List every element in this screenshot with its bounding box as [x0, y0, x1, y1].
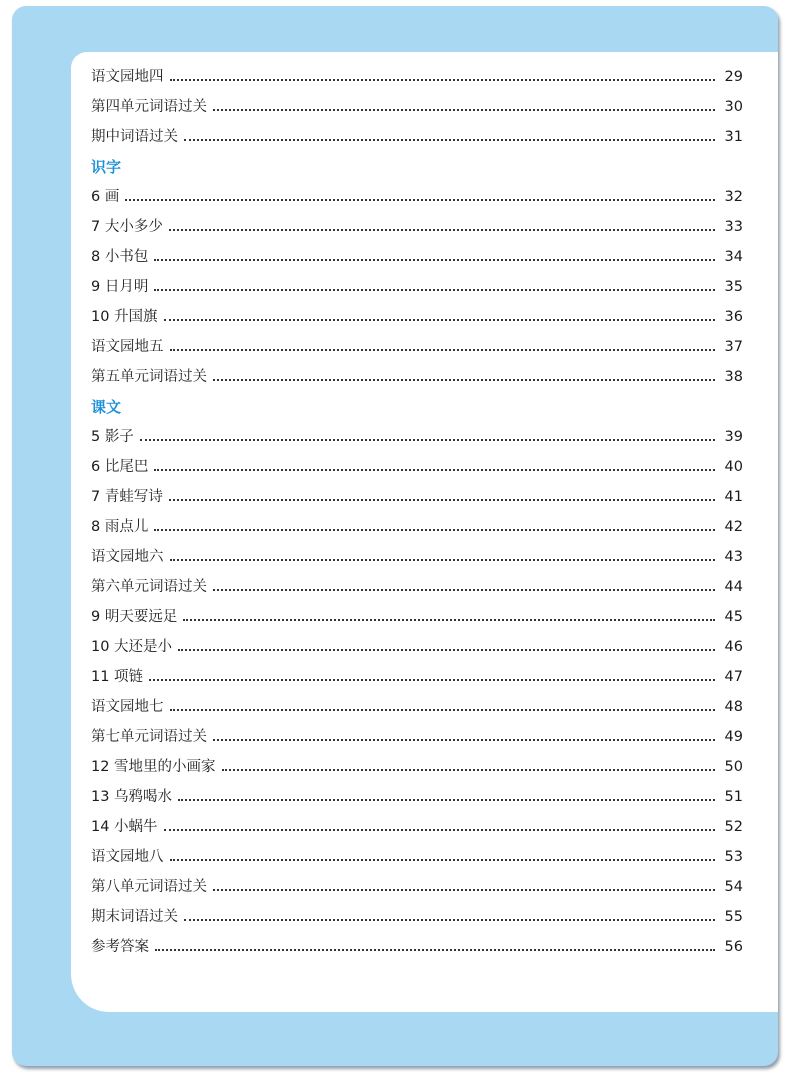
toc-entry[interactable] — [91, 117, 743, 147]
dot-leader — [169, 229, 715, 231]
toc-entry-page-number: 42 — [724, 519, 743, 535]
toc-entry-page-number: 40 — [724, 459, 743, 475]
dot-leader — [164, 829, 715, 831]
toc-entry-title: 7 大小多少 — [91, 219, 163, 235]
dot-leader — [213, 739, 715, 741]
dot-leader — [154, 289, 715, 291]
toc-entry-title: 语文园地六 — [91, 549, 164, 565]
toc-entry[interactable] — [91, 777, 743, 807]
toc-entry[interactable] — [91, 747, 743, 777]
toc-entry[interactable] — [91, 597, 743, 627]
dot-leader — [184, 139, 715, 141]
dot-leader — [213, 889, 715, 891]
toc-entry-title: 5 影子 — [91, 429, 134, 445]
toc-entry-title: 8 雨点儿 — [91, 519, 149, 535]
toc-entry[interactable] — [91, 87, 743, 117]
toc-entry[interactable] — [91, 207, 743, 237]
toc-entry-page-number: 47 — [724, 669, 743, 685]
toc-entry-page-number: 44 — [724, 579, 743, 595]
toc-entry-page-number: 34 — [724, 249, 743, 265]
toc-entry-title: 14 小蜗牛 — [91, 819, 158, 835]
toc-entry[interactable] — [91, 477, 743, 507]
toc-entry[interactable] — [91, 327, 743, 357]
toc-entry-page-number: 36 — [724, 309, 743, 325]
toc-entry-page-number: 54 — [724, 879, 743, 895]
dot-leader — [149, 679, 715, 681]
toc-entry[interactable] — [91, 297, 743, 327]
toc-entry-title: 9 日月明 — [91, 279, 149, 295]
toc-entry[interactable] — [91, 837, 743, 867]
toc-entry-title: 第四单元词语过关 — [91, 99, 207, 115]
toc-entry-title: 10 大还是小 — [91, 639, 173, 655]
toc-entry-page-number: 46 — [724, 639, 743, 655]
toc-entry[interactable] — [91, 507, 743, 537]
dot-leader — [178, 799, 715, 801]
dot-leader — [140, 439, 715, 441]
dot-leader — [170, 859, 716, 861]
toc-entry-title: 13 乌鸦喝水 — [91, 789, 173, 805]
dot-leader — [213, 109, 715, 111]
toc-entry-title: 11 项链 — [91, 669, 144, 685]
dot-leader — [155, 949, 715, 951]
toc-entry-title: 第五单元词语过关 — [91, 369, 207, 385]
toc-entry[interactable] — [91, 927, 743, 957]
toc-entry-page-number: 45 — [724, 609, 743, 625]
toc-entry-title: 8 小书包 — [91, 249, 149, 265]
dot-leader — [125, 199, 715, 201]
toc-entry-page-number: 38 — [724, 369, 743, 385]
toc-entry-page-number: 53 — [724, 849, 743, 865]
toc-entry-page-number: 56 — [724, 939, 743, 955]
toc-entry-page-number: 55 — [724, 909, 743, 925]
dot-leader — [154, 259, 715, 261]
toc-entry[interactable] — [91, 267, 743, 297]
toc-entry-page-number: 39 — [724, 429, 743, 445]
dot-leader — [170, 709, 716, 711]
section-heading — [91, 147, 743, 177]
toc-entry-page-number: 30 — [724, 99, 743, 115]
toc-entry-page-number: 32 — [724, 189, 743, 205]
toc-entry-page-number: 29 — [724, 69, 743, 85]
toc-entry[interactable] — [91, 57, 743, 87]
toc-entry-page-number: 35 — [724, 279, 743, 295]
toc-entry-title: 第七单元词语过关 — [91, 729, 207, 745]
toc-entry[interactable] — [91, 717, 743, 747]
toc-entry-title: 12 雪地里的小画家 — [91, 759, 216, 775]
dot-leader — [170, 349, 716, 351]
toc-entry[interactable] — [91, 627, 743, 657]
dot-leader — [154, 469, 715, 471]
toc-entry[interactable] — [91, 657, 743, 687]
dot-leader — [184, 919, 715, 921]
toc-entry-page-number: 33 — [724, 219, 743, 235]
dot-leader — [178, 649, 715, 651]
toc-entry[interactable] — [91, 417, 743, 447]
section-heading — [91, 387, 743, 417]
toc-entry-title: 语文园地八 — [91, 849, 164, 865]
toc-entry[interactable] — [91, 867, 743, 897]
toc-entry[interactable] — [91, 897, 743, 927]
toc-entry-title: 语文园地五 — [91, 339, 164, 355]
toc-entry-title: 参考答案 — [91, 939, 149, 955]
dot-leader — [213, 589, 715, 591]
dot-leader — [222, 769, 715, 771]
toc-entry-title: 第六单元词语过关 — [91, 579, 207, 595]
toc-entry-title: 期末词语过关 — [91, 909, 178, 925]
toc-entry-page-number: 43 — [724, 549, 743, 565]
section-heading-label: 识字 — [91, 158, 122, 176]
toc-entry-page-number: 50 — [724, 759, 743, 775]
dot-leader — [169, 499, 715, 501]
dot-leader — [164, 319, 715, 321]
toc-entry[interactable] — [91, 177, 743, 207]
toc-entry-page-number: 41 — [724, 489, 743, 505]
toc-entry-title: 语文园地四 — [91, 69, 164, 85]
toc-entry-page-number: 48 — [724, 699, 743, 715]
toc-entry-title: 7 青蛙写诗 — [91, 489, 163, 505]
dot-leader — [170, 79, 716, 81]
toc-entry-title: 语文园地七 — [91, 699, 164, 715]
table-of-contents — [91, 57, 743, 957]
toc-entry[interactable] — [91, 237, 743, 267]
toc-entry-page-number: 51 — [724, 789, 743, 805]
toc-entry[interactable] — [91, 537, 743, 567]
dot-leader — [183, 619, 715, 621]
toc-entry-title: 10 升国旗 — [91, 309, 158, 325]
toc-entry-page-number: 52 — [724, 819, 743, 835]
toc-entry-title: 期中词语过关 — [91, 129, 178, 145]
dot-leader — [154, 529, 715, 531]
toc-entry-title: 9 明天要远足 — [91, 609, 178, 625]
toc-entry[interactable] — [91, 687, 743, 717]
toc-entry[interactable] — [91, 357, 743, 387]
toc-entry-title: 6 画 — [91, 189, 120, 205]
toc-entry[interactable] — [91, 567, 743, 597]
section-heading-label: 课文 — [91, 398, 122, 416]
toc-entry-title: 6 比尾巴 — [91, 459, 149, 475]
toc-entry[interactable] — [91, 807, 743, 837]
dot-leader — [170, 559, 716, 561]
toc-entry-title: 第八单元词语过关 — [91, 879, 207, 895]
toc-entry-page-number: 31 — [724, 129, 743, 145]
dot-leader — [213, 379, 715, 381]
toc-entry-page-number: 49 — [724, 729, 743, 745]
toc-entry[interactable] — [91, 447, 743, 477]
toc-entry-page-number: 37 — [724, 339, 743, 355]
